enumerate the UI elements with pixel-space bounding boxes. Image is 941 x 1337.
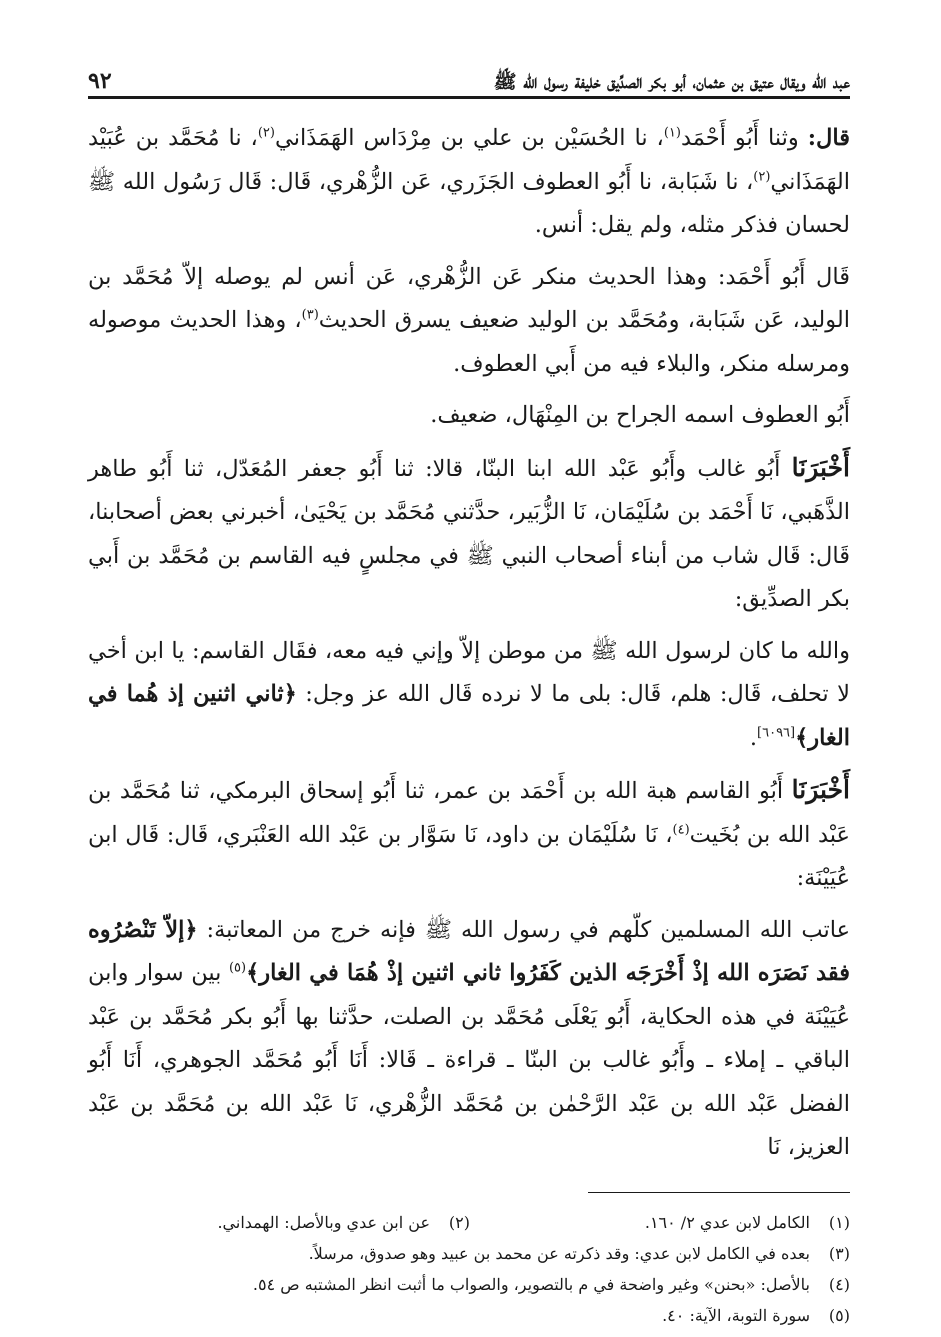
footnote-ref: (١) xyxy=(663,125,681,141)
footnote-number: (١) xyxy=(828,1212,850,1232)
page-number: ٩٢ xyxy=(88,68,112,94)
footnote-number: (٥) xyxy=(828,1305,850,1325)
paragraph-6 xyxy=(88,768,850,901)
text-run: عاتب الله المسلمين كلّهم في رسول الله ﷺ فإنه خرج من المعاتبة: xyxy=(197,916,850,943)
footnote-number: (٣) xyxy=(828,1243,850,1263)
footnote-text: عن ابن عدي وبالأصل: الهمداني. xyxy=(217,1212,430,1232)
footnote-ref: (٥) xyxy=(228,960,247,976)
footnotes xyxy=(88,1207,850,1331)
paragraph-7 xyxy=(88,909,850,1170)
text-run: أَبُو العطوف اسمه الجراح بن المِنْهَال، ضعيف. xyxy=(430,402,850,428)
page-body xyxy=(88,117,850,1170)
running-title: عبد الله ويقال عتيق بن عثمان، أبو بكر الصدِّيق خليفة رسول الله ﷺ xyxy=(493,71,850,93)
text-run: ، وهذا الحديث موصوله ومرسله منكر، والبلاء فيه من أَبي العطوف. xyxy=(88,307,850,377)
page-header xyxy=(88,52,850,99)
footnote-separator xyxy=(588,1192,850,1193)
footnote-row xyxy=(88,1207,850,1238)
footnote-text: الكامل لابن عدي ٢/ ١٦٠. xyxy=(644,1212,810,1232)
text-run: والله ما كان لرسول الله ﷺ من موطن إلاّ وإني فيه معه، فقَال القاسم: يا ابن أخي لا تحلف، قَال: هلم، قَال: بلى ما لا نرده قَال الله عز وجل: xyxy=(88,637,850,707)
text-run: . xyxy=(749,724,758,751)
quran-quote: ﴿ثاني اثنين إذ هُما في الغار﴾ xyxy=(88,681,850,751)
text-run: ، نا الحُسَيْن بن علي بن مِرْدَاس الهَمَذَاني xyxy=(274,125,664,151)
paragraph-4 xyxy=(88,446,850,622)
text-run: أَبُو القاسم هبة الله بن أَحْمَد بن عمر، ثنا أَبُو إسحاق البرمكي، ثنا مُحَمَّد بن عَبْد الله بن بُخَيت xyxy=(88,778,850,848)
footnote-3 xyxy=(88,1238,850,1269)
paragraph-2 xyxy=(88,256,850,387)
footnote-ref: (٢) xyxy=(257,125,275,141)
footnote-text: بعده في الكامل لابن عدي: وقد ذكرته عن محمد بن عبيد وهو صدوق، مرسلاً. xyxy=(308,1243,810,1263)
footnote-4 xyxy=(88,1269,850,1300)
text-run: ، نَا سُلَيْمَان بن داود، نَا سَوَّار بن عَبْد الله العَنْبَري، قَال: قَال ابن عُيَيْنَة: xyxy=(88,821,850,891)
footnote-ref: (٢) xyxy=(753,169,771,184)
text-run: قَال أَبُو أَحْمَد: وهذا الحديث منكر عَن الزُّهْري، عَن أنس لم يوصله إلاّ مُحَمَّد بن الوليد، عَن شَبَابة، ومُحَمَّد بن الوليد ضعيف يسرق الحديث xyxy=(88,263,850,333)
footnote-ref: (٤) xyxy=(672,822,690,837)
footnote-text: سورة التوبة، الآية: ٤٠. xyxy=(662,1305,810,1325)
footnote-5 xyxy=(88,1300,850,1331)
text-run: ، نا شَبَابة، نا أَبُو العطوف الجَزَري، عَن الزُّهْري، قَال: قَال رَسُول الله ﷺ لحسان فذكر مثله، ولم يقل: أنس. xyxy=(88,168,850,238)
text-run: وثنا أَبُو أَحْمَد xyxy=(680,125,808,151)
text-run: أَبُو غالب وأَبُو عَبْد الله ابنا البنّا، قالا: ثنا أَبُو جعفر المُعَدّل، ثنا أَبُو طاهر الذَّهَبي، نَا أَحْمَد بن سُلَيْمَان، نَا الزُّبَير، حدَّثني مُحَمَّد بن يَحْيَىٰ، أخبرني بعض أصحابنا، قَال: قَال شاب من أبناء أصحاب النبي ﷺ في مجلسٍ فيه القاسم بن مُحَمَّد بن أَبي بكر الصدِّيق: xyxy=(88,455,850,612)
footnote-number: (٢) xyxy=(448,1212,470,1232)
record-number: [٦٠٩٦] xyxy=(757,725,796,740)
text-run: بين سوار وابن عُيَيْنَة في هذه الحكاية، أَبُو يَعْلَى مُحَمَّد بن الصلت، حدَّثنا بها أَبُو بكر مُحَمَّد بن عَبْد الباقي ـ إملاء ـ وأَبُو غالب بن البنّا ـ قراءة ـ قَالا: أَنَا أَبُو مُحَمَّد الجوهري، أَنَا أَبُو الفضل عَبْد الله بن عَبْد الرَّحْمٰن بن مُحَمَّد الزُّهْري، نَا عَبْد الله بن مُحَمَّد بن عَبْد العزيز، نَا xyxy=(88,960,850,1160)
paragraph-1 xyxy=(88,117,850,248)
footnote-2 xyxy=(217,1207,470,1238)
paragraph-5 xyxy=(88,630,850,761)
footnote-ref: (٣) xyxy=(301,307,319,323)
paragraph-3 xyxy=(88,394,850,438)
lead-word: أَخْبَرَنَا xyxy=(791,452,850,482)
lead-word: أَخْبَرَنَا xyxy=(791,775,850,804)
footnote-number: (٤) xyxy=(828,1274,850,1294)
text-run: ، نا مُحَمَّد بن عُبَيْد الهَمَذَاني xyxy=(88,125,850,195)
footnote-text: بالأصل: «بحنن» وغير واضحة في م بالتصوير، والصواب ما أثبت انظر المشتبه ص ٥٤. xyxy=(252,1274,810,1294)
quran-quote: ﴿إلاّ تَنْصُرُوه فقد نَصَرَه الله إذْ أَخْرَجَه الذين كَفَرُوا ثاني اثنين إذْ هُمَا في الغار﴾ xyxy=(88,916,850,986)
footnote-1 xyxy=(470,1207,850,1238)
book-page xyxy=(88,52,850,1325)
lead-word: قال: xyxy=(807,125,850,151)
